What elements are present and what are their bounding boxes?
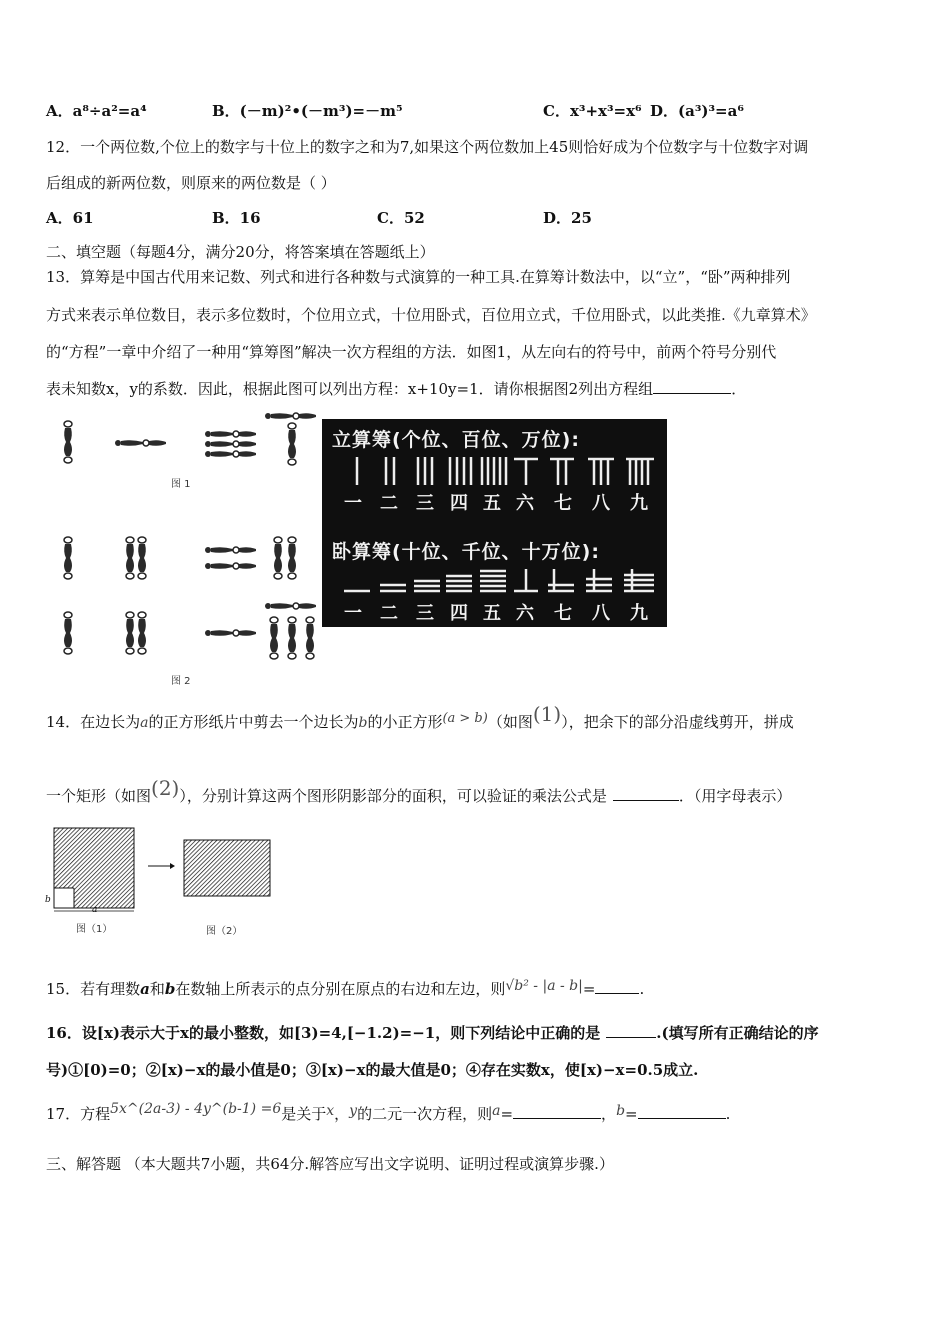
q14-text: 14．在边长为 — [46, 713, 141, 731]
q13-answer-blank — [653, 379, 731, 394]
numeral-label: 七 — [554, 493, 572, 514]
q14-fig-label-b: b — [45, 895, 51, 905]
q15-text: . — [639, 980, 645, 998]
q14-line2 — [46, 776, 792, 810]
numeral-label: 九 — [630, 603, 648, 624]
q17-var-b: b — [616, 1103, 626, 1119]
q16-text: .(填写所有正确结论的序 — [656, 1024, 819, 1042]
q17-var-y: y — [349, 1103, 358, 1119]
q17-text: ， — [601, 1105, 617, 1123]
numeral-label: 四 — [450, 493, 468, 514]
q17-answer-blank-a — [513, 1104, 601, 1119]
q12-option-d: D．25 — [543, 209, 592, 227]
numeral-label: 六 — [516, 603, 534, 624]
q14-text: （如图 — [487, 713, 533, 731]
q14-var-b: b — [358, 715, 368, 731]
q15-answer-blank — [595, 979, 639, 994]
q15-expression: √b² - |a - b| — [505, 978, 583, 994]
numeral-label: 七 — [554, 603, 572, 624]
numeral-label: 三 — [416, 603, 434, 624]
q14-text: 一个矩形（如图 — [46, 787, 152, 805]
q13-line4-end: ． — [731, 380, 747, 398]
numeral-label: 五 — [483, 603, 501, 624]
q16-text: 16．设[x)表示大于x的最小整数，如[3)=4,[−1.2)=−1，则下列结论中正确的是 — [46, 1024, 601, 1042]
q15-text: = — [582, 980, 596, 998]
q13-fig1-caption: 图 1 — [171, 479, 191, 490]
horizontal-rod-numerals — [322, 567, 667, 597]
q12-line1: 12．一个两位数,个位上的数字与十位上的数字之和为7,如果这个两位数加上45则恰好成为个位数字与十位数字对调 — [46, 138, 809, 156]
section-3-heading: 三、解答题 （本大题共7小题，共64分.解答应写出文字说明、证明过程或演算步骤.） — [46, 1155, 614, 1173]
q14-line1 — [46, 702, 794, 738]
q13-line4-text: 表未知数x，y的系数．因此，根据此图可以列出方程：x+10y=1．请你根据图2列出方程组 — [46, 380, 654, 398]
q14-fig2-caption: 图（2） — [206, 926, 243, 937]
counting-rod-figures — [46, 410, 326, 690]
q17-text: 的二元一次方程，则 — [357, 1105, 493, 1123]
q14-fig-label-a: a — [92, 905, 98, 915]
q17-text: . — [725, 1105, 731, 1123]
q16-answer-blank — [606, 1023, 656, 1038]
q12-option-c: C．52 — [377, 209, 425, 227]
q16-line1 — [46, 1023, 819, 1043]
q11-option-b: B．(－m)²•(－m³)=－m⁵ — [212, 102, 403, 120]
numeral-label: 五 — [483, 493, 501, 514]
q12-option-a: A．61 — [46, 209, 94, 227]
q14-var-a: a — [140, 715, 149, 731]
q13-fig2-caption: 图 2 — [171, 676, 191, 687]
q14-text: ．（用字母表示） — [678, 787, 792, 805]
q14-fig-ref-2: (2) — [151, 776, 180, 800]
q15-line — [46, 975, 644, 1004]
q14-answer-blank — [613, 786, 679, 801]
q14-square-figures — [44, 826, 284, 916]
numeral-label: 四 — [450, 603, 468, 624]
q15-text: 15．若有理数 — [46, 980, 141, 998]
q15-var-b: b — [164, 980, 176, 998]
q17-text: 17．方程 — [46, 1105, 111, 1123]
vertical-rods-title: 立算筹(个位、百位、万位): — [332, 429, 580, 451]
numeral-label: 九 — [630, 493, 648, 514]
q15-text: 在数轴上所表示的点分别在原点的右边和左边，则 — [175, 980, 506, 998]
q17-answer-blank-b — [638, 1104, 726, 1119]
numeral-label: 三 — [416, 493, 434, 514]
q16-line2: 号)①[0)=0；②[x)−x的最小值是0；③[x)−x的最大值是0；④存在实数x，使[x)−x=0.5成立. — [46, 1061, 699, 1079]
q15-var-a: a — [140, 980, 150, 998]
q11-option-d: D．(a³)³=a⁶ — [650, 102, 744, 120]
q17-line — [46, 1100, 730, 1129]
q12-option-b: B．16 — [212, 209, 261, 227]
q14-fig1-caption: 图（1） — [76, 924, 113, 935]
horizontal-rods-title: 卧算筹(十位、千位、十万位): — [332, 541, 600, 563]
q15-text: 和 — [149, 980, 165, 998]
numeral-label: 二 — [380, 603, 398, 624]
q17-text: = — [625, 1105, 638, 1123]
q17-var-a: a — [492, 1103, 501, 1119]
q14-text: 的正方形纸片中剪去一个边长为 — [148, 713, 359, 731]
vertical-rod-numerals — [322, 455, 667, 491]
q12-line2: 后组成的新两位数，则原来的两位数是（ ） — [46, 174, 336, 192]
q13-line4 — [46, 379, 746, 399]
q17-expression: 5x^(2a-3) - 4y^(b-1) =6 — [110, 1101, 282, 1117]
q14-text: ），把余下的部分沿虚线剪开，拼成 — [561, 713, 794, 731]
q14-text: ），分别计算这两个图形阴影部分的面积，可以验证的乘法公式是 — [179, 787, 607, 805]
section-2-heading: 二、填空题（每题4分，满分20分，将答案填在答题纸上） — [46, 243, 435, 261]
q14-condition: (a > b) — [442, 711, 488, 726]
q13-line2: 方式来表示单位数目，表示多位数时，个位用立式，十位用卧式，百位用立式，千位用卧式，以此类推.《九章算术》 — [46, 306, 816, 324]
q14-fig-ref-1: (1) — [532, 702, 562, 726]
numeral-label: 一 — [344, 603, 362, 624]
q13-line1: 13．算筹是中国古代用来记数、列式和进行各种数与式演算的一种工具.在算筹计数法中，以“立”，“卧”两种排列 — [46, 268, 791, 286]
q11-option-c: C．x³+x³=x⁶ — [543, 102, 642, 120]
numeral-label: 八 — [592, 603, 610, 624]
numeral-label: 八 — [592, 493, 610, 514]
numeral-label: 六 — [516, 493, 534, 514]
q13-line3: 的“方程”一章中介绍了一种用“算筹图”解决一次方程组的方法．如图1，从左向右的符号中，前两个符号分别代 — [46, 343, 777, 361]
q14-text: 的小正方形 — [367, 713, 443, 731]
q17-text: ， — [334, 1105, 350, 1123]
q17-text: 是关于 — [281, 1105, 327, 1123]
counting-rod-chart — [322, 419, 667, 627]
q11-option-a: A．a⁸÷a²=a⁴ — [46, 102, 147, 120]
numeral-label: 一 — [344, 493, 362, 514]
numeral-label: 二 — [380, 493, 398, 514]
q17-text: = — [500, 1105, 514, 1123]
q17-var-x: x — [326, 1103, 335, 1119]
